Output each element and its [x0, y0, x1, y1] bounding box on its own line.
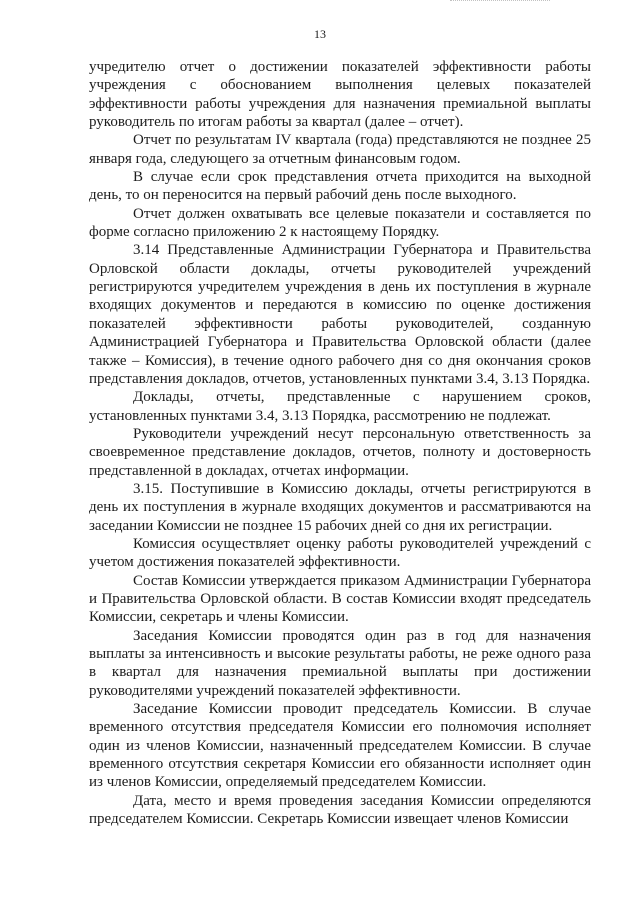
paragraph-meeting-frequency: Заседания Комиссии проводятся один раз в год для назначения выплаты за интенсивность и высокие результаты работы, не реже одного раза в квартал для назначения премиальной выплаты при достижении руководителями учреждений показателей эффективности.	[89, 627, 591, 699]
paragraph-3-14: 3.14 Представленные Администрации Губернатора и Правительства Орловской области доклады, отчеты руководителей учреждений регистрируются учредителем учреждения в день их поступления в журнале входящих документов и передаются в комиссию по оценке достижения показателей эффективности работы руководителей, созданную Администрацией Губернатора и Правительства Орловской области (далее также – Комиссия), в течение одного рабочего дня со дня окончания сроков представления докладов, отчетов, установленных пунктами 3.4, 3.13 Порядка.	[89, 242, 591, 387]
paragraph-commission-evaluation: Комиссия осуществляет оценку работы руководителей учреждений с учетом достижения показателей эффективности.	[89, 535, 591, 571]
paragraph-late-reports: Доклады, отчеты, представленные с нарушением сроков, установленных пунктами 3.4, 3.13 Порядка, рассмотрению не подлежат.	[89, 389, 591, 424]
document-body	[89, 58, 591, 828]
paragraph-responsibility: Руководители учреждений несут персональную ответственность за своевременное представление докладов, отчетов, полноту и достоверность представленной в докладах, отчетах информации.	[89, 425, 591, 479]
scan-artifact	[450, 0, 550, 7]
paragraph-continuation: учредителю отчет о достижении показателей эффективности работы учреждения с обоснованием выполнения целевых показателей эффективности работы учреждения для назначения премиальной выплаты руководитель по итогам работы за квартал (далее – отчет).	[89, 59, 591, 131]
paragraph-meeting-chair: Заседание Комиссии проводит председатель Комиссии. В случае временного отсутствия председателя Комиссии его полномочия исполняет один из членов Комиссии, назначенный председателем Комиссии. В случае временного отсутствия секретаря Комиссии его обязанности исполняет один из членов Комиссии, определяемый председателем Комиссии.	[89, 701, 591, 791]
paragraph-weekend-rule: В случае если срок представления отчета приходится на выходной день, то он переносится на первый рабочий день после выходного.	[89, 169, 591, 204]
paragraph-report-scope: Отчет должен охватывать все целевые показатели и составляется по форме согласно приложению 2 к настоящему Порядку.	[89, 205, 591, 241]
paragraph-q4-report-deadline: Отчет по результатам IV квартала (года) представляются не позднее 25 января года, следующего за отчетным финансовым годом.	[89, 132, 591, 167]
paragraph-3-15: 3.15. Поступившие в Комиссию доклады, отчеты регистрируются в день их поступления в журнале входящих документов и рассматриваются на заседании Комиссии не позднее 15 рабочих дней со дня их регистрации.	[89, 480, 591, 534]
paragraph-commission-composition: Состав Комиссии утверждается приказом Администрации Губернатора и Правительства Орловской области. В состав Комиссии входят председатель Комиссии, секретарь и члены Комиссии.	[89, 572, 591, 626]
page-number: 13	[314, 27, 326, 41]
paragraph-meeting-schedule: Дата, место и время проведения заседания Комиссии определяются председателем Комиссии. Секретарь Комиссии извещает членов Комиссии	[89, 792, 591, 828]
